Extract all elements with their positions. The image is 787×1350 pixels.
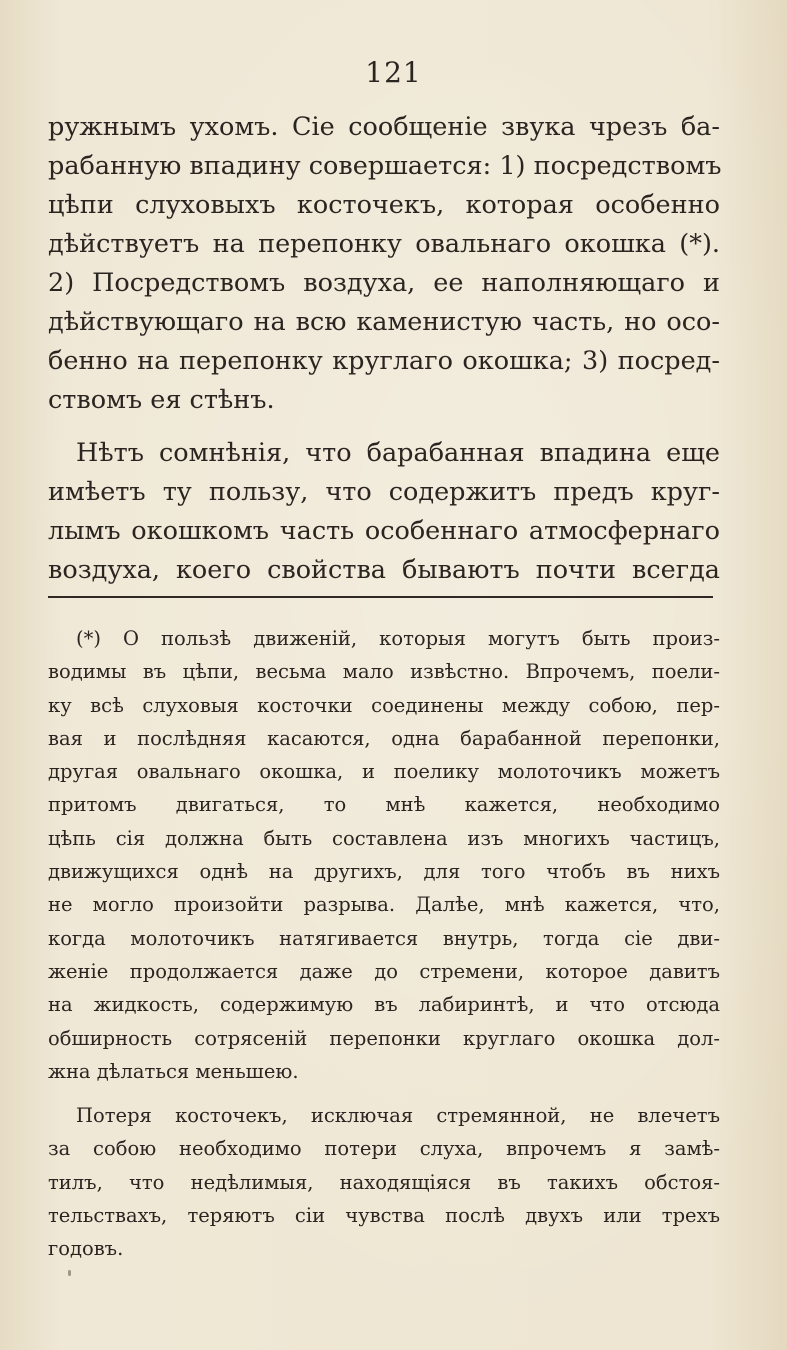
note-line: за собою необходимо потери слуха, впрочемъ я замѣ- [48, 1137, 720, 1161]
text-line: дѣйствуетъ на перепонку овальнаго окошка (*). [48, 229, 720, 259]
text-line: бенно на перепонку круглаго окошка; 3) посред- [48, 346, 720, 376]
footnote-line: вая и послѣдняя касаются, одна барабанной перепонки, [48, 726, 720, 750]
note-line: тилъ, что недѣлимыя, находящіяся въ такихъ обстоя- [48, 1170, 720, 1194]
page-number: 121 [365, 56, 422, 89]
text-line: ружнымъ ухомъ. Сіе сообщеніе звука чрезъ ба- [48, 112, 720, 142]
footnote-line: притомъ двигаться, то мнѣ кажется, необходимо [48, 793, 720, 817]
footnote-line: (*) О пользѣ движеній, которыя могутъ быть произ- [76, 627, 720, 650]
footnote-line: когда молоточикъ натягивается внутрь, тогда сіе дви- [48, 926, 720, 950]
text-line: 2) Посредствомъ воздуха, ее наполняющаго и [48, 268, 720, 298]
paragraph-gap [48, 1088, 720, 1099]
footnote-divider [48, 596, 713, 598]
paragraph-gap [48, 420, 720, 434]
text-line: Нѣтъ сомнѣнія, что барабанная впадина еще [76, 438, 720, 468]
text-line: имѣетъ ту пользу, что содержитъ предъ круг- [48, 477, 720, 507]
footnote-line: не могло произойти разрыва. Далѣе, мнѣ кажется, что, [48, 893, 720, 917]
note-line: годовъ. [48, 1237, 124, 1261]
text-line: лымъ окошкомъ часть особеннаго атмосфернаго [48, 516, 720, 546]
footnote-line: ку всѣ слуховыя косточки соединены между собою, пер- [48, 693, 720, 717]
footnote-block [48, 622, 720, 1266]
footnote-line: движущихся однѣ на другихъ, для того чтобъ въ нихъ [48, 860, 720, 884]
footnote-line: обширность сотрясеній перепонки круглаго окошка дол- [48, 1026, 720, 1050]
footnote-line: водимы въ цѣпи, весьма мало извѣстно. Впрочемъ, поели- [48, 660, 720, 684]
text-line: рабанную впадину совершается: 1) посредствомъ [48, 151, 722, 181]
footnote-line: на жидкость, содержимую въ лабиринтѣ, и что отсюда [48, 993, 720, 1017]
text-line: цѣпи слуховыхъ косточекъ, которая особенно [48, 190, 720, 220]
main-text [48, 108, 720, 590]
text-line: дѣйствующаго на всю каменистую часть, но осо- [48, 307, 720, 337]
note-line: Потеря косточекъ, исключая стремянной, не влечетъ [76, 1104, 720, 1128]
footnote-line: другая овальнаго окошка, и поелику молоточикъ можетъ [48, 760, 720, 784]
note-line: тельствахъ, теряютъ сіи чувства послѣ двухъ или трехъ [48, 1204, 720, 1228]
text-line: ствомъ ея стѣнъ. [48, 385, 275, 415]
footnote-line: женіе продолжается даже до стремени, которое давитъ [48, 959, 720, 983]
footnote-line: цѣпь сія должна быть составлена изъ многихъ частицъ, [48, 826, 720, 850]
text-line: воздуха, коего свойства бываютъ почти всегда [48, 555, 720, 585]
paper-speck [68, 1270, 71, 1276]
footnote-line: жна дѣлаться меньшею. [48, 1059, 299, 1083]
